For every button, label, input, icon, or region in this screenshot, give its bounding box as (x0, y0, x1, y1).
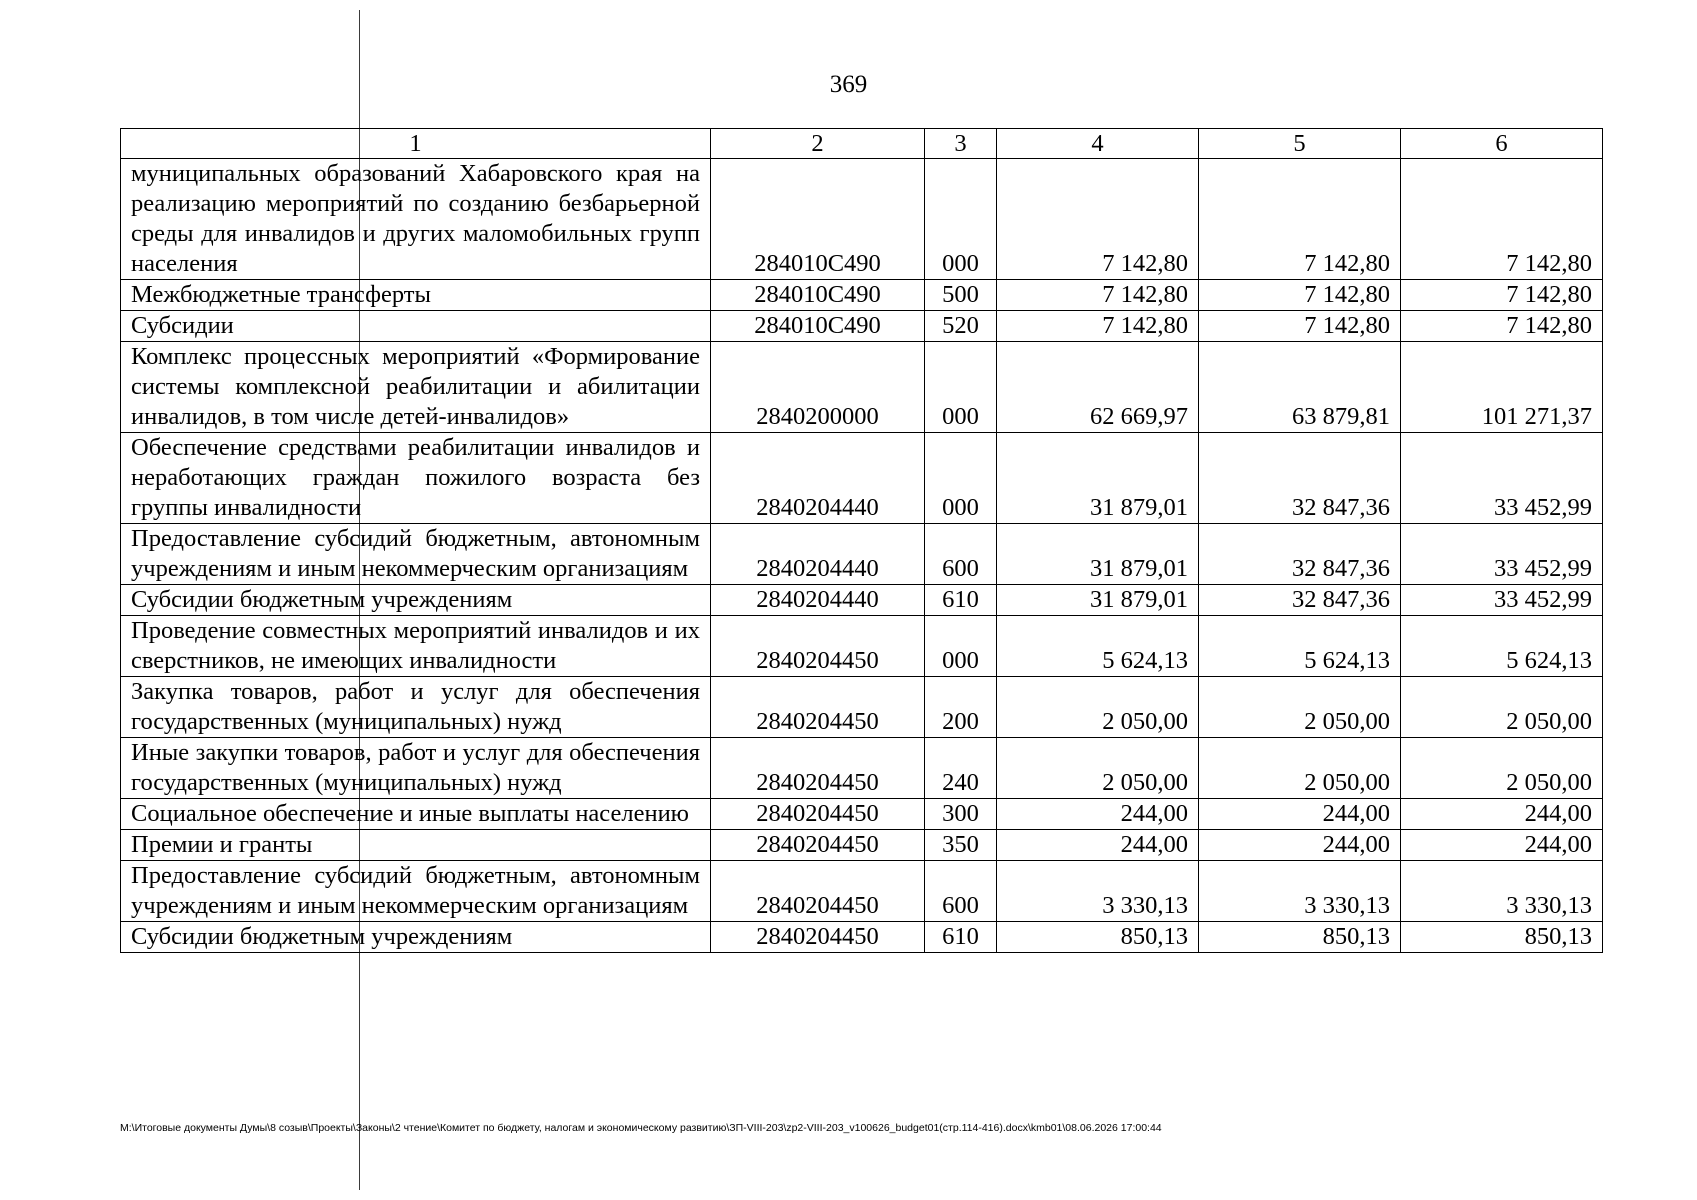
target-article-code-cell: 2840204450 (711, 830, 925, 861)
amount-cell-col4: 3 330,13 (997, 861, 1199, 922)
expense-type-code-cell: 200 (925, 677, 997, 738)
table-row (121, 524, 1603, 585)
amount-cell-col5: 2 050,00 (1199, 677, 1401, 738)
amount-cell-col4: 850,13 (997, 922, 1199, 953)
expense-type-code-cell: 000 (925, 342, 997, 433)
expense-type-code-cell: 000 (925, 616, 997, 677)
amount-cell-col5: 3 330,13 (1199, 861, 1401, 922)
row-name-cell: Субсидии бюджетным учреждениям (121, 922, 711, 953)
target-article-code-cell: 284010С490 (711, 311, 925, 342)
expense-type-code-cell: 600 (925, 524, 997, 585)
amount-cell-col6: 2 050,00 (1401, 738, 1603, 799)
amount-cell-col4: 7 142,80 (997, 311, 1199, 342)
amount-cell-col5: 7 142,80 (1199, 159, 1401, 280)
amount-cell-col4: 5 624,13 (997, 616, 1199, 677)
table-row (121, 677, 1603, 738)
table-row (121, 830, 1603, 861)
expense-type-code-cell: 520 (925, 311, 997, 342)
expense-type-code-cell: 240 (925, 738, 997, 799)
amount-cell-col5: 2 050,00 (1199, 738, 1401, 799)
amount-cell-col4: 2 050,00 (997, 738, 1199, 799)
amount-cell-col4: 62 669,97 (997, 342, 1199, 433)
row-name-cell: Премии и гранты (121, 830, 711, 861)
target-article-code-cell: 2840204450 (711, 677, 925, 738)
column-header: 1 (121, 129, 711, 159)
table-row (121, 433, 1603, 524)
amount-cell-col5: 32 847,36 (1199, 524, 1401, 585)
row-name-cell: Закупка товаров, работ и услуг для обеспечения государственных (муниципальных) нужд (121, 677, 711, 738)
amount-cell-col6: 7 142,80 (1401, 159, 1603, 280)
amount-cell-col6: 101 271,37 (1401, 342, 1603, 433)
row-name-cell: Социальное обеспечение и иные выплаты населению (121, 799, 711, 830)
amount-cell-col5: 850,13 (1199, 922, 1401, 953)
row-name-cell: Межбюджетные трансферты (121, 280, 711, 311)
row-name-cell: Предоставление субсидий бюджетным, автономным учреждениям и иным некоммерческим организациям (121, 861, 711, 922)
amount-cell-col6: 7 142,80 (1401, 311, 1603, 342)
amount-cell-col6: 3 330,13 (1401, 861, 1603, 922)
column-header: 6 (1401, 129, 1603, 159)
amount-cell-col5: 244,00 (1199, 799, 1401, 830)
expense-type-code-cell: 610 (925, 922, 997, 953)
target-article-code-cell: 284010С490 (711, 159, 925, 280)
expense-type-code-cell: 000 (925, 433, 997, 524)
amount-cell-col4: 31 879,01 (997, 433, 1199, 524)
table-row (121, 922, 1603, 953)
amount-cell-col5: 244,00 (1199, 830, 1401, 861)
amount-cell-col5: 7 142,80 (1199, 280, 1401, 311)
amount-cell-col6: 33 452,99 (1401, 585, 1603, 616)
row-name-cell: Иные закупки товаров, работ и услуг для обеспечения государственных (муниципальных) нужд (121, 738, 711, 799)
page-number: 369 (829, 71, 868, 98)
amount-cell-col6: 2 050,00 (1401, 677, 1603, 738)
expense-type-code-cell: 500 (925, 280, 997, 311)
expense-type-code-cell: 350 (925, 830, 997, 861)
amount-cell-col6: 7 142,80 (1401, 280, 1603, 311)
target-article-code-cell: 2840204450 (711, 738, 925, 799)
row-name-cell: Субсидии (121, 311, 711, 342)
amount-cell-col5: 63 879,81 (1199, 342, 1401, 433)
column-header: 2 (711, 129, 925, 159)
target-article-code-cell: 2840204440 (711, 585, 925, 616)
amount-cell-col4: 7 142,80 (997, 159, 1199, 280)
table-row (121, 311, 1603, 342)
amount-cell-col5: 32 847,36 (1199, 585, 1401, 616)
target-article-code-cell: 284010С490 (711, 280, 925, 311)
target-article-code-cell: 2840204450 (711, 799, 925, 830)
table-row (121, 280, 1603, 311)
amount-cell-col6: 244,00 (1401, 799, 1603, 830)
column-header: 4 (997, 129, 1199, 159)
row-name-cell: Предоставление субсидий бюджетным, автономным учреждениям и иным некоммерческим организациям (121, 524, 711, 585)
row-name-cell: муниципальных образований Хабаровского края на реализацию мероприятий по созданию безбарьерной среды для инвалидов и других маломобильных групп населения (121, 159, 711, 280)
row-name-cell: Субсидии бюджетным учреждениям (121, 585, 711, 616)
table-row (121, 585, 1603, 616)
row-name-cell: Комплекс процессных мероприятий «Формирование системы комплексной реабилитации и абилитации инвалидов, в том числе детей-инвалидов» (121, 342, 711, 433)
column-header: 5 (1199, 129, 1401, 159)
amount-cell-col6: 5 624,13 (1401, 616, 1603, 677)
row-name-cell: Проведение совместных мероприятий инвалидов и их сверстников, не имеющих инвалидности (121, 616, 711, 677)
amount-cell-col5: 5 624,13 (1199, 616, 1401, 677)
amount-cell-col4: 31 879,01 (997, 585, 1199, 616)
amount-cell-col4: 7 142,80 (997, 280, 1199, 311)
amount-cell-col6: 33 452,99 (1401, 524, 1603, 585)
amount-cell-col4: 244,00 (997, 830, 1199, 861)
row-name-cell: Обеспечение средствами реабилитации инвалидов и неработающих граждан пожилого возраста без группы инвалидности (121, 433, 711, 524)
table-row (121, 799, 1603, 830)
amount-cell-col5: 32 847,36 (1199, 433, 1401, 524)
target-article-code-cell: 2840200000 (711, 342, 925, 433)
document-file-path: M:\Итоговые документы Думы\8 созыв\Проекты\Законы\2 чтение\Комитет по бюджету, налогам и экономическому развитию\ЗП-VIII-203\zp2-VIII-203_v100626_budget01(стр.114-416).docx\kmb01\08.06.2026 17:00:44 (120, 1122, 1162, 1134)
budget-table (120, 128, 1603, 953)
amount-cell-col4: 31 879,01 (997, 524, 1199, 585)
table-row (121, 159, 1603, 280)
column-header: 3 (925, 129, 997, 159)
table-row (121, 738, 1603, 799)
table-row (121, 616, 1603, 677)
expense-type-code-cell: 610 (925, 585, 997, 616)
amount-cell-col5: 7 142,80 (1199, 311, 1401, 342)
target-article-code-cell: 2840204440 (711, 433, 925, 524)
target-article-code-cell: 2840204450 (711, 616, 925, 677)
expense-type-code-cell: 000 (925, 159, 997, 280)
expense-type-code-cell: 300 (925, 799, 997, 830)
target-article-code-cell: 2840204450 (711, 922, 925, 953)
target-article-code-cell: 2840204440 (711, 524, 925, 585)
amount-cell-col6: 33 452,99 (1401, 433, 1603, 524)
table-row (121, 861, 1603, 922)
amount-cell-col6: 850,13 (1401, 922, 1603, 953)
amount-cell-col4: 2 050,00 (997, 677, 1199, 738)
table-row (121, 342, 1603, 433)
table-header-row (121, 129, 1603, 159)
amount-cell-col4: 244,00 (997, 799, 1199, 830)
amount-cell-col6: 244,00 (1401, 830, 1603, 861)
expense-type-code-cell: 600 (925, 861, 997, 922)
target-article-code-cell: 2840204450 (711, 861, 925, 922)
